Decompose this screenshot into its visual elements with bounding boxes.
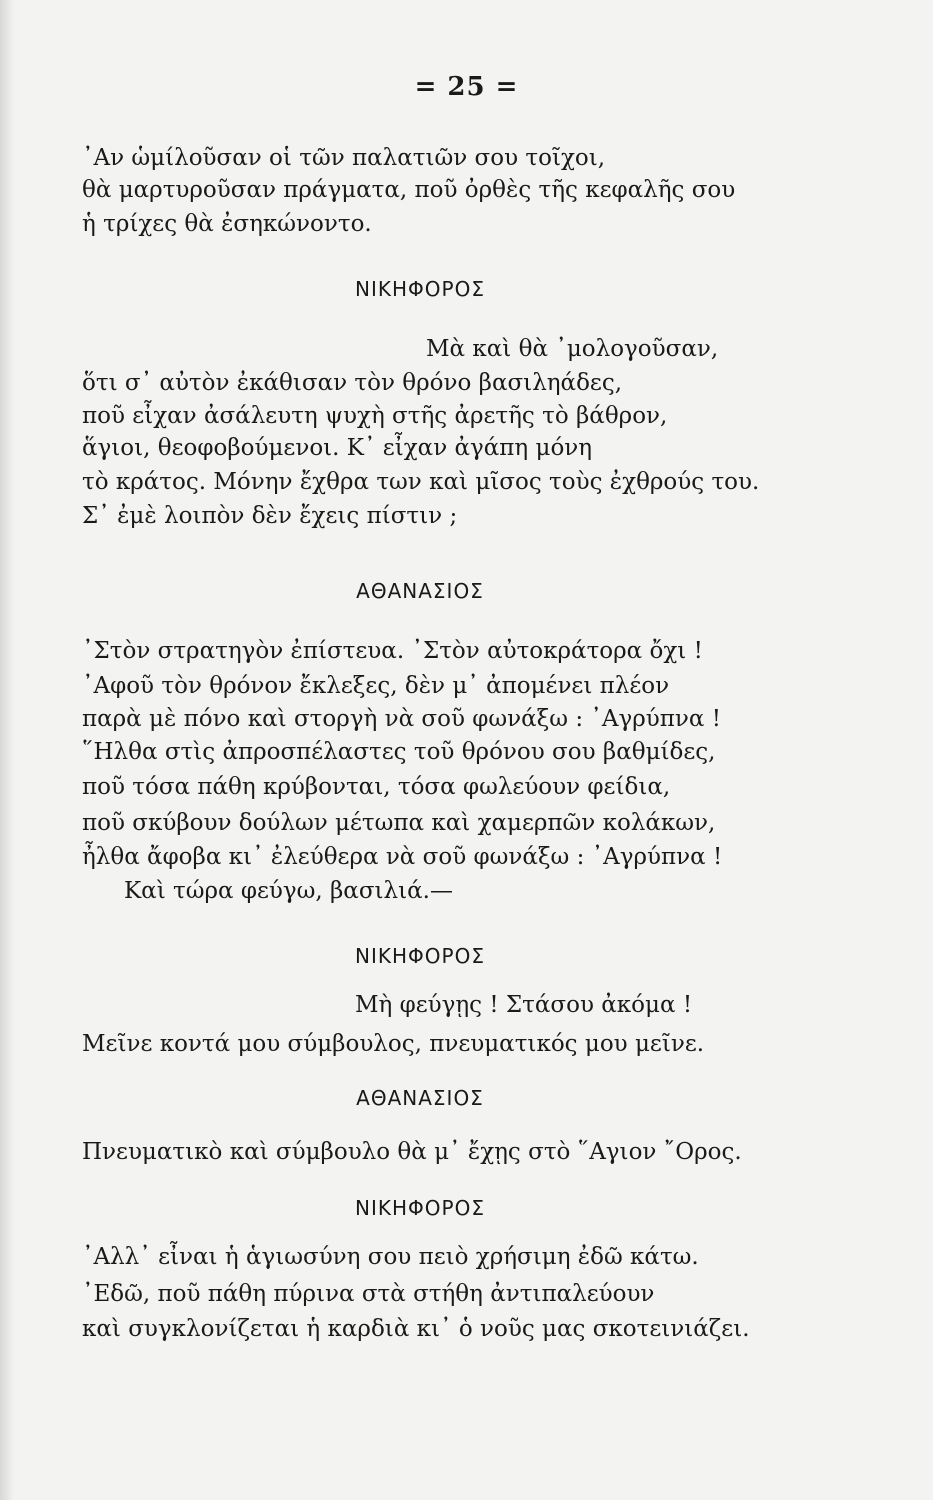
verse-line: ποῦ τόσα πάθη κρύβονται, τόσα φωλεύουν φείδια, — [82, 774, 671, 800]
speaker-name: ΝΙΚΗΦΟΡΟΣ — [355, 1196, 485, 1220]
verse-line: ᾿Στὸν στρατηγὸν ἐπίστευα. ᾿Στὸν αὐτοκράτορα ὄχι ! — [82, 638, 703, 664]
speaker-name: ΑΘΑΝΑΣΙΟΣ — [356, 579, 484, 603]
speaker-name: ΑΘΑΝΑΣΙΟΣ — [356, 1086, 484, 1110]
verse-line: ὅτι σ᾿ αὐτὸν ἐκάθισαν τὸν θρόνο βασιληάδες, — [82, 370, 623, 396]
verse-line: ποῦ εἶχαν ἀσάλευτη ψυχὴ στῆς ἀρετῆς τὸ βάθρον, — [82, 403, 668, 429]
verse-line: ᾿Εδῶ, ποῦ πάθη πύρινα στὰ στήθη ἀντιπαλεύουν — [82, 1281, 655, 1307]
verse-line: ᾿Αν ὡμίλοῦσαν οἱ τῶν παλατιῶν σου τοῖχοι, — [82, 145, 606, 171]
verse-line: παρὰ μὲ πόνο καὶ στοργὴ νὰ σοῦ φωνάξω : ᾿Αγρύπνα ! — [82, 706, 721, 732]
speaker-name: ΝΙΚΗΦΟΡΟΣ — [355, 944, 485, 968]
verse-line: θὰ μαρτυροῦσαν πράγματα, ποῦ ὀρθὲς τῆς κεφαλῆς σου — [82, 177, 736, 203]
verse-line: Μὴ φεύγῃς ! Στάσου ἀκόμα ! — [355, 992, 693, 1018]
page-number: = 25 = — [414, 72, 519, 102]
verse-line: καὶ συγκλονίζεται ἡ καρδιὰ κι᾿ ὁ νοῦς μας σκοτεινιάζει. — [82, 1316, 750, 1342]
verse-line: ἦλθα ἄφοβα κι᾿ ἐλεύθερα νὰ σοῦ φωνάξω : ᾿Αγρύπνα ! — [82, 844, 723, 870]
verse-line: Μὰ καὶ θὰ ᾿μολογοῦσαν, — [426, 336, 719, 362]
verse-line: Μεῖνε κοντά μου σύμβουλος, πνευματικός μου μεῖνε. — [82, 1031, 705, 1057]
speaker-name: ΝΙΚΗΦΟΡΟΣ — [355, 277, 485, 301]
verse-line: Σ᾿ ἐμὲ λοιπὸν δὲν ἔχεις πίστιν ; — [82, 503, 458, 529]
verse-line: ᾿Αφοῦ τὸν θρόνον ἔκλεξες, δὲν μ᾿ ἀπομένει πλέον — [82, 673, 670, 699]
verse-line: Καὶ τώρα φεύγω, βασιλιά.— — [124, 878, 453, 904]
verse-line: Πνευματικὸ καὶ σύμβουλο θὰ μ᾿ ἔχῃς στὸ ῞Αγιον ῎Ορος. — [82, 1139, 742, 1165]
verse-line: τὸ κράτος. Μόνην ἔχθρα των καὶ μῖσος τοὺς ἐχθρούς του. — [82, 469, 760, 495]
verse-line: ᾿Αλλ᾿ εἶναι ἡ ἁγιωσύνη σου πειὸ χρήσιμη ἐδῶ κάτω. — [82, 1244, 699, 1270]
verse-line: ἡ τρίχες θὰ ἐσηκώνοντο. — [82, 211, 372, 237]
verse-line: ῞Ηλθα στὶς ἀπροσπέλαστες τοῦ θρόνου σου βαθμίδες, — [82, 739, 716, 765]
page-edge-shadow — [0, 0, 14, 1500]
verse-line: ποῦ σκύβουν δούλων μέτωπα καὶ χαμερπῶν κολάκων, — [82, 810, 716, 836]
verse-line: ἅγιοι, θεοφοβούμενοι. Κ᾿ εἶχαν ἀγάπη μόνη — [82, 435, 593, 461]
